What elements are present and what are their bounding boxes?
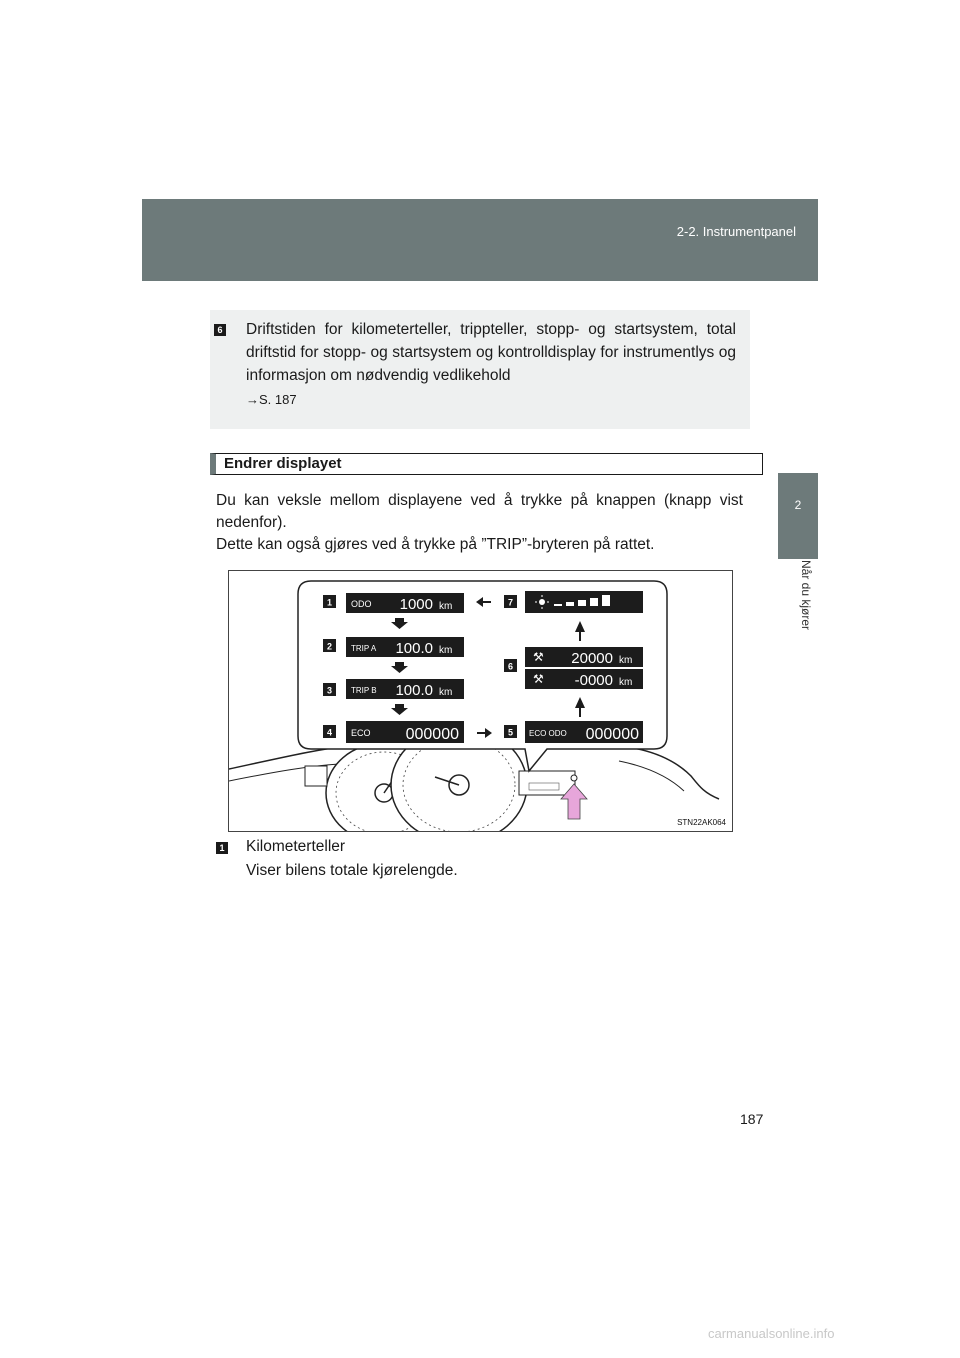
badge-7-label: 7: [507, 597, 514, 608]
badge-2-label: 2: [326, 641, 333, 652]
watermark: carmanualsonline.info: [708, 1326, 835, 1341]
lcd-maintenance-remaining-value: -0000: [574, 672, 613, 689]
badge-3-label: 3: [326, 685, 333, 696]
display-illustration: [228, 570, 733, 832]
chapter-tab: [778, 473, 818, 559]
badge-6-label: 6: [507, 661, 514, 672]
badge-5-label: 5: [507, 727, 514, 738]
section-header: [142, 199, 818, 281]
badge-1-label: 1: [326, 597, 333, 608]
page-reference-link[interactable]: →S. 187: [246, 392, 297, 407]
lcd-eco-odo-label: ECO ODO: [529, 729, 567, 738]
section-title: 2-2. Instrumentpanel: [676, 224, 796, 239]
paragraph-1: Du kan veksle mellom displayene ved å trykke på knappen (knapp vist nedenfor).: [216, 492, 743, 531]
wrench-icon: ⚒: [533, 650, 544, 664]
wrench-icon-2: ⚒: [533, 672, 544, 686]
badge-4-label: 4: [326, 727, 333, 738]
item-badge: 1: [216, 842, 228, 854]
lcd-maintenance-value: 20000: [571, 650, 613, 667]
brightness-level-5: [602, 595, 610, 606]
chapter-label: Når du kjører: [799, 560, 813, 631]
cluster-display-readout: [529, 783, 559, 790]
dashboard-line-right: [619, 761, 684, 791]
lcd-maintenance-unit: km: [619, 655, 633, 666]
lcd-maintenance-remaining-unit: km: [619, 677, 633, 688]
lcd-trip-b-value: 100.0: [395, 682, 433, 699]
chapter-number: 2: [794, 498, 802, 512]
lcd-trip-a-unit: km: [439, 645, 453, 656]
instrument-cluster-drawing: [229, 571, 732, 831]
lcd-eco-value: 000000: [405, 726, 459, 743]
section-heading: Endrer displayet: [210, 453, 763, 475]
note-badge: 6: [214, 324, 226, 336]
item-description: Viser bilens totale kjørelengde.: [246, 862, 458, 879]
lcd-trip-b-label: TRIP B: [351, 686, 377, 695]
item-title: Kilometerteller: [246, 838, 346, 855]
lcd-odo-value: 1000: [399, 596, 433, 613]
brightness-level-2: [566, 602, 574, 606]
trip-knob[interactable]: [571, 775, 577, 781]
paragraph-2: Dette kan også gjøres ved å trykke på ”TRIP”-bryteren på rattet.: [216, 536, 655, 553]
figure-code: STN22AK064: [677, 818, 726, 827]
body-text: [216, 490, 743, 556]
lcd-trip-b-unit: km: [439, 687, 453, 698]
side-panel: [305, 766, 327, 786]
lcd-eco-label: ECO: [351, 728, 371, 738]
lcd-odo-label: ODO: [351, 599, 372, 609]
lcd-trip-a-value: 100.0: [395, 640, 433, 657]
lcd-trip-a-label: TRIP A: [351, 644, 377, 653]
brightness-level-3: [578, 600, 586, 606]
lcd-odo-unit: km: [439, 601, 453, 612]
lcd-eco-odo-value: 000000: [585, 726, 639, 743]
brightness-level-1: [554, 604, 562, 606]
brightness-level-4: [590, 598, 598, 606]
note-box: [210, 310, 750, 429]
page-number: 187: [740, 1111, 764, 1127]
note-text: Driftstiden for kilometerteller, trippteller, stopp- og startsystem, total driftstid for stopp- og startsystem og kontrolldisplay for instrumentlys og informasjon om nødvendig vedlikehold: [246, 321, 736, 384]
